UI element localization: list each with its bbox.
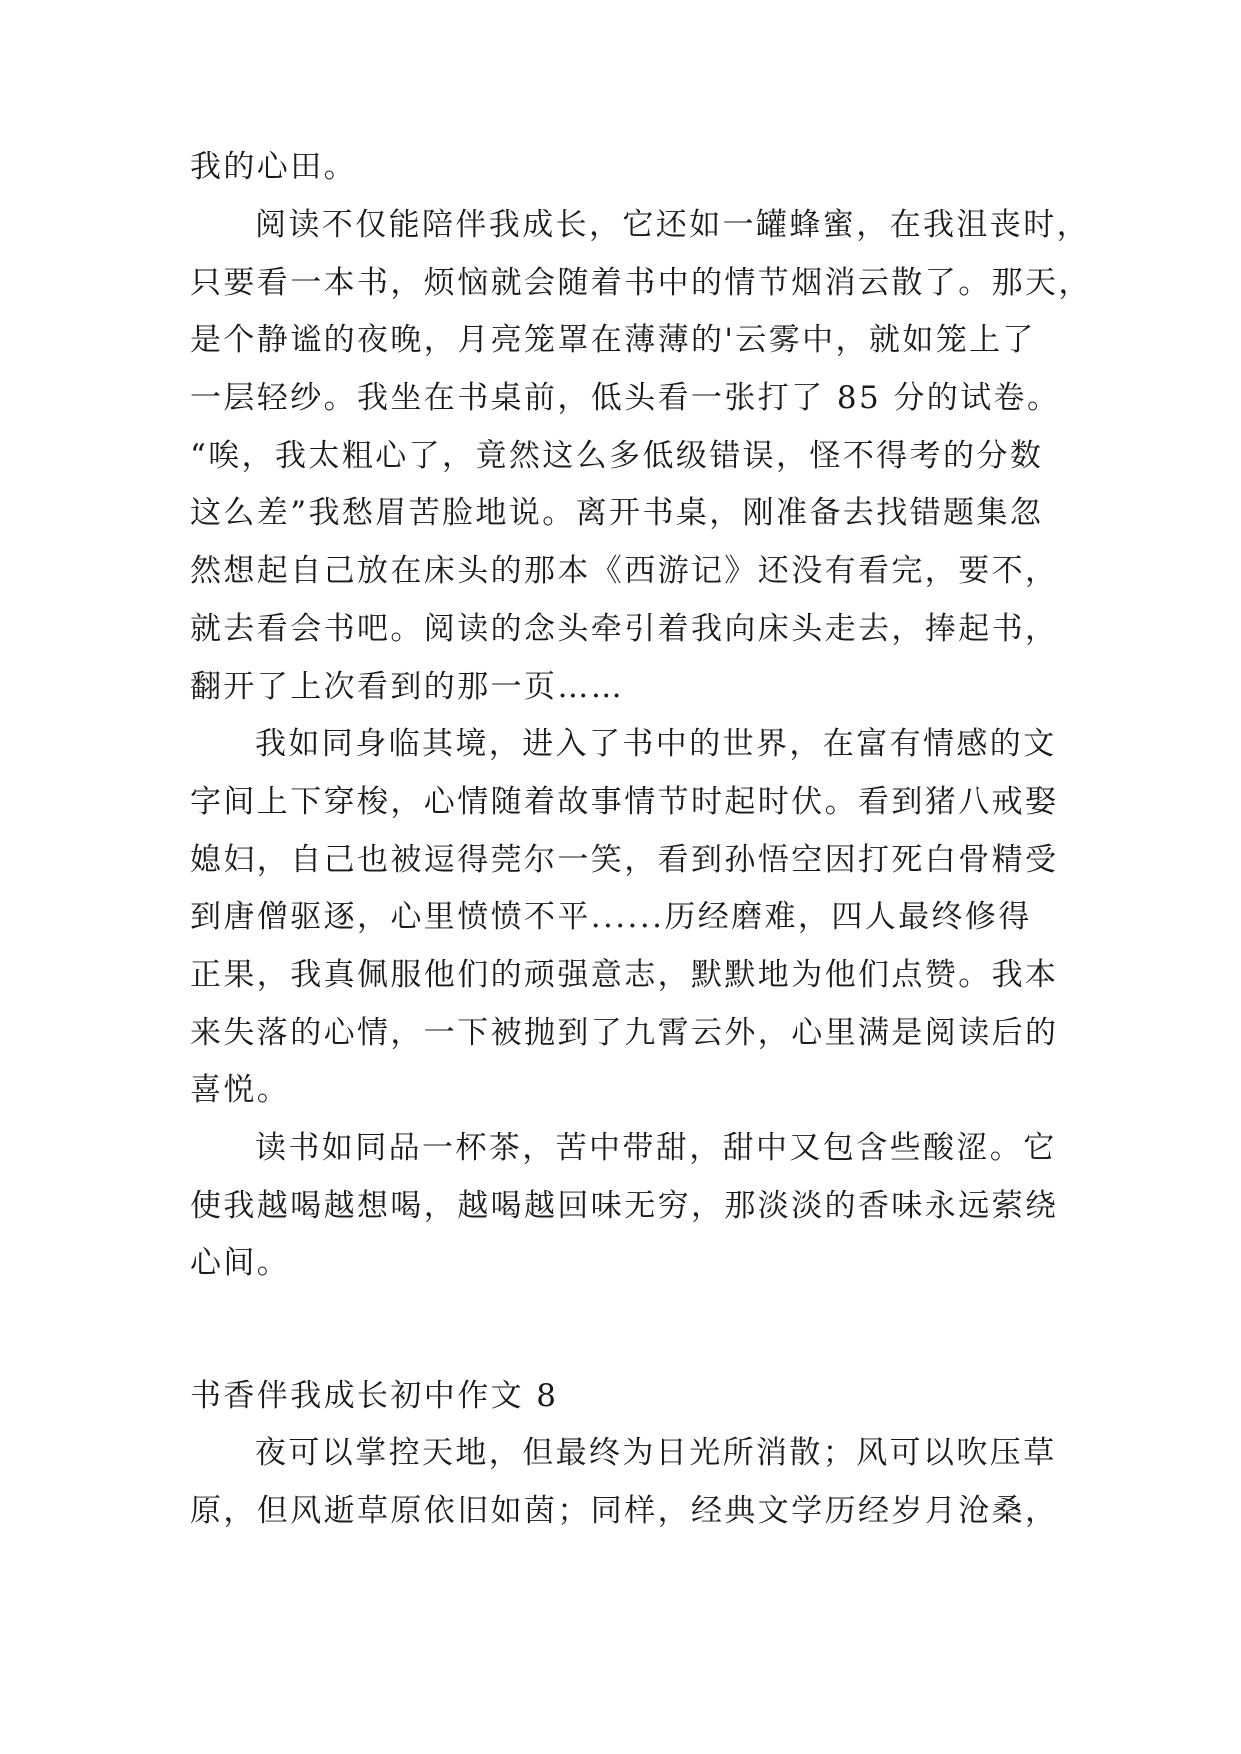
text-line: 然想起自己放在床头的那本《西游记》还没有看完，要不，: [190, 553, 1059, 589]
paragraph-start-line: 夜可以掌控天地，但最终为日光所消散；风可以吹压草: [255, 1435, 1057, 1471]
text-line: 一层轻纱。我坐在书桌前，低头看一张打了 85 分的试卷。: [190, 380, 1061, 416]
text-line: 正果，我真佩服他们的顽强意志，默默地为他们点赞。我本: [190, 957, 1059, 993]
text-line: 媳妇，自己也被逗得莞尔一笑，看到孙悟空因打死白骨精受: [190, 842, 1059, 878]
text-line: 只要看一本书，烦恼就会随着书中的情节烟消云散了。那天，: [190, 265, 1092, 301]
text-line: 原，但风逝草原依旧如茵；同样，经典文学历经岁月沧桑，: [190, 1493, 1059, 1529]
text-line: 翻开了上次看到的那一页……: [190, 669, 625, 705]
text-line: 是个静谧的夜晚，月亮笼罩在薄薄的'云雾中，就如笼上了: [190, 322, 1036, 358]
text-line: 喜悦。: [190, 1072, 291, 1108]
section-heading: 书香伴我成长初中作文 8: [190, 1378, 559, 1414]
text-line: 字间上下穿梭，心情随着故事情节时起时伏。看到猪八戒娶: [190, 784, 1059, 820]
text-line: 这么差”我愁眉苦脸地说。离开书桌，刚准备去找错题集忽: [190, 495, 1044, 531]
paragraph-start-line: 读书如同品一杯茶，苦中带甜，甜中又包含些酸涩。它: [255, 1130, 1057, 1166]
text-line: 使我越喝越想喝，越喝越回味无穷，那淡淡的香味永远萦绕: [190, 1188, 1059, 1224]
text-line: “唉，我太粗心了，竟然这么多低级错误，怪不得考的分数: [190, 438, 1044, 474]
text-line: 到唐僧驱逐，心里愤愤不平......历经磨难，四人最终修得: [190, 899, 1032, 935]
text-line: 我的心田。: [190, 149, 357, 185]
paragraph-start-line: 阅读不仅能陪伴我成长，它还如一罐蜂蜜，在我沮丧时，: [255, 207, 1090, 243]
paragraph-start-line: 我如同身临其境，进入了书中的世界，在富有情感的文: [255, 726, 1057, 762]
text-line: 心间。: [190, 1245, 291, 1281]
text-line: 来失落的心情，一下被抛到了九霄云外，心里满是阅读后的: [190, 1015, 1059, 1051]
text-line: 就去看会书吧。阅读的念头牵引着我向床头走去，捧起书，: [190, 611, 1059, 647]
